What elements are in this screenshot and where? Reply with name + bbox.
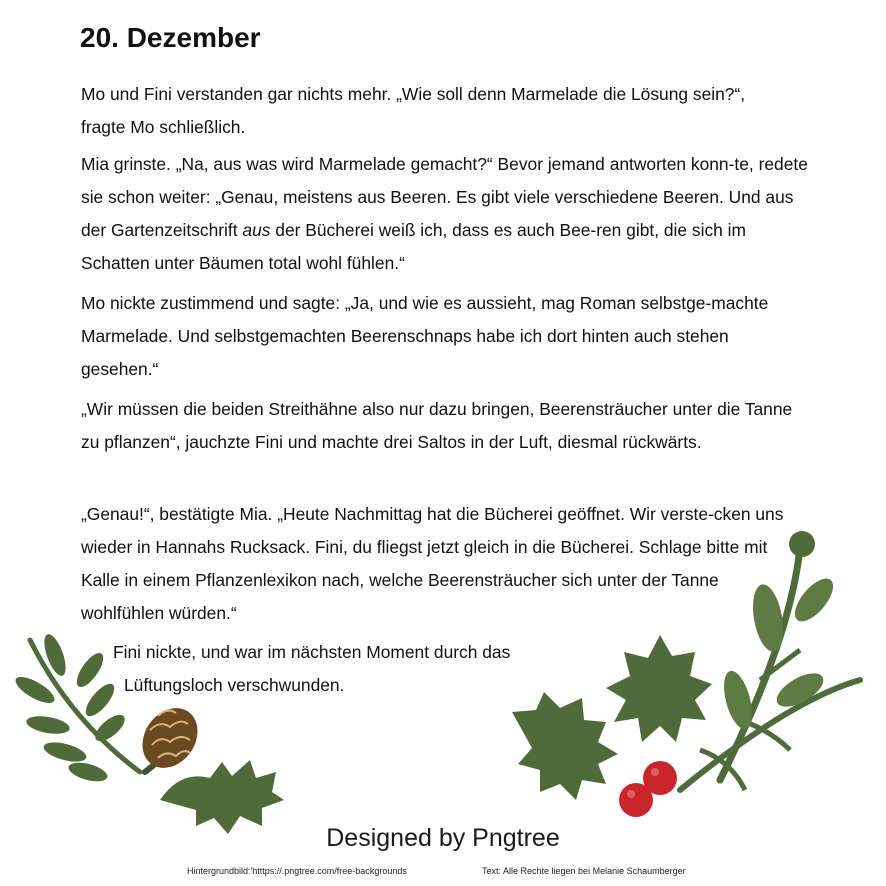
holly-leaf-upper-icon xyxy=(606,635,712,742)
page-title: 20. Dezember xyxy=(80,22,261,53)
holly-leaf-left-icon xyxy=(160,760,284,834)
holly-leaf-lower-icon xyxy=(512,692,618,800)
footer-text-credit: Text: Alle Rechte liegen bei Melanie Schaumberger xyxy=(482,866,686,876)
paragraph-2-italic: aus xyxy=(242,220,271,240)
paragraph-5: „Genau!“, bestätigte Mia. „Heute Nachmittag hat die Bücherei geöffnet. Wir verste-cken uns wieder in Hannahs Rucksack. Fini, du fliegst jetzt gleich in die Bücherei. Schlage bitte mit Kalle in einem Pflanzenlexikon nach, welche Beerensträucher sich unter der Tanne wohlfühlen würden.“ xyxy=(81,504,784,623)
pine-cone-icon xyxy=(131,697,209,778)
watermark: Designed by Pngtree xyxy=(326,824,560,852)
paragraph-2-text-a: Mia grinste. „Na, aus was wird Marmelade gemacht?“ Bevor jemand antworten konn-te, redete sie schon weiter: „Genau, meistens aus Beeren. Es gibt viele verschiedene Beeren. Und aus der Gartenzeitschrift xyxy=(81,154,808,240)
paragraph-6-line-2: Lüftungsloch verschwunden. xyxy=(124,675,345,695)
paragraph-2-text-b: der Bücherei weiß ich, dass es auch Bee-ren gibt, die sich im Schatten unter Bäumen total wohl fühlen.“ xyxy=(81,220,747,273)
footer-background-credit: Hintergrundbild:'htttps://.pngtree.com/free-backgrounds xyxy=(187,866,407,876)
paragraph-6-line-1: Fini nickte, und war im nächsten Moment durch das xyxy=(113,642,511,662)
left-twig-icon xyxy=(12,632,140,785)
paragraph-1: Mo und Fini verstanden gar nichts mehr. „Wie soll denn Marmelade die Lösung sein?“, fragte Mo schließlich. xyxy=(81,84,746,137)
holly-berries-icon xyxy=(619,761,677,817)
paragraph-4: „Wir müssen die beiden Streithähne also nur dazu bringen, Beerensträucher unter die Tanne zu pflanzen“, jauchzte Fini und machte drei Saltos in der Luft, diesmal rückwärts. xyxy=(81,399,793,452)
right-branch-icon xyxy=(680,531,860,790)
paragraph-3: Mo nickte zustimmend und sagte: „Ja, und wie es aussieht, mag Roman selbstge-machte Marmelade. Und selbstgemachten Beerenschnaps habe ich dort hinten auch stehen gesehen.“ xyxy=(81,293,769,379)
